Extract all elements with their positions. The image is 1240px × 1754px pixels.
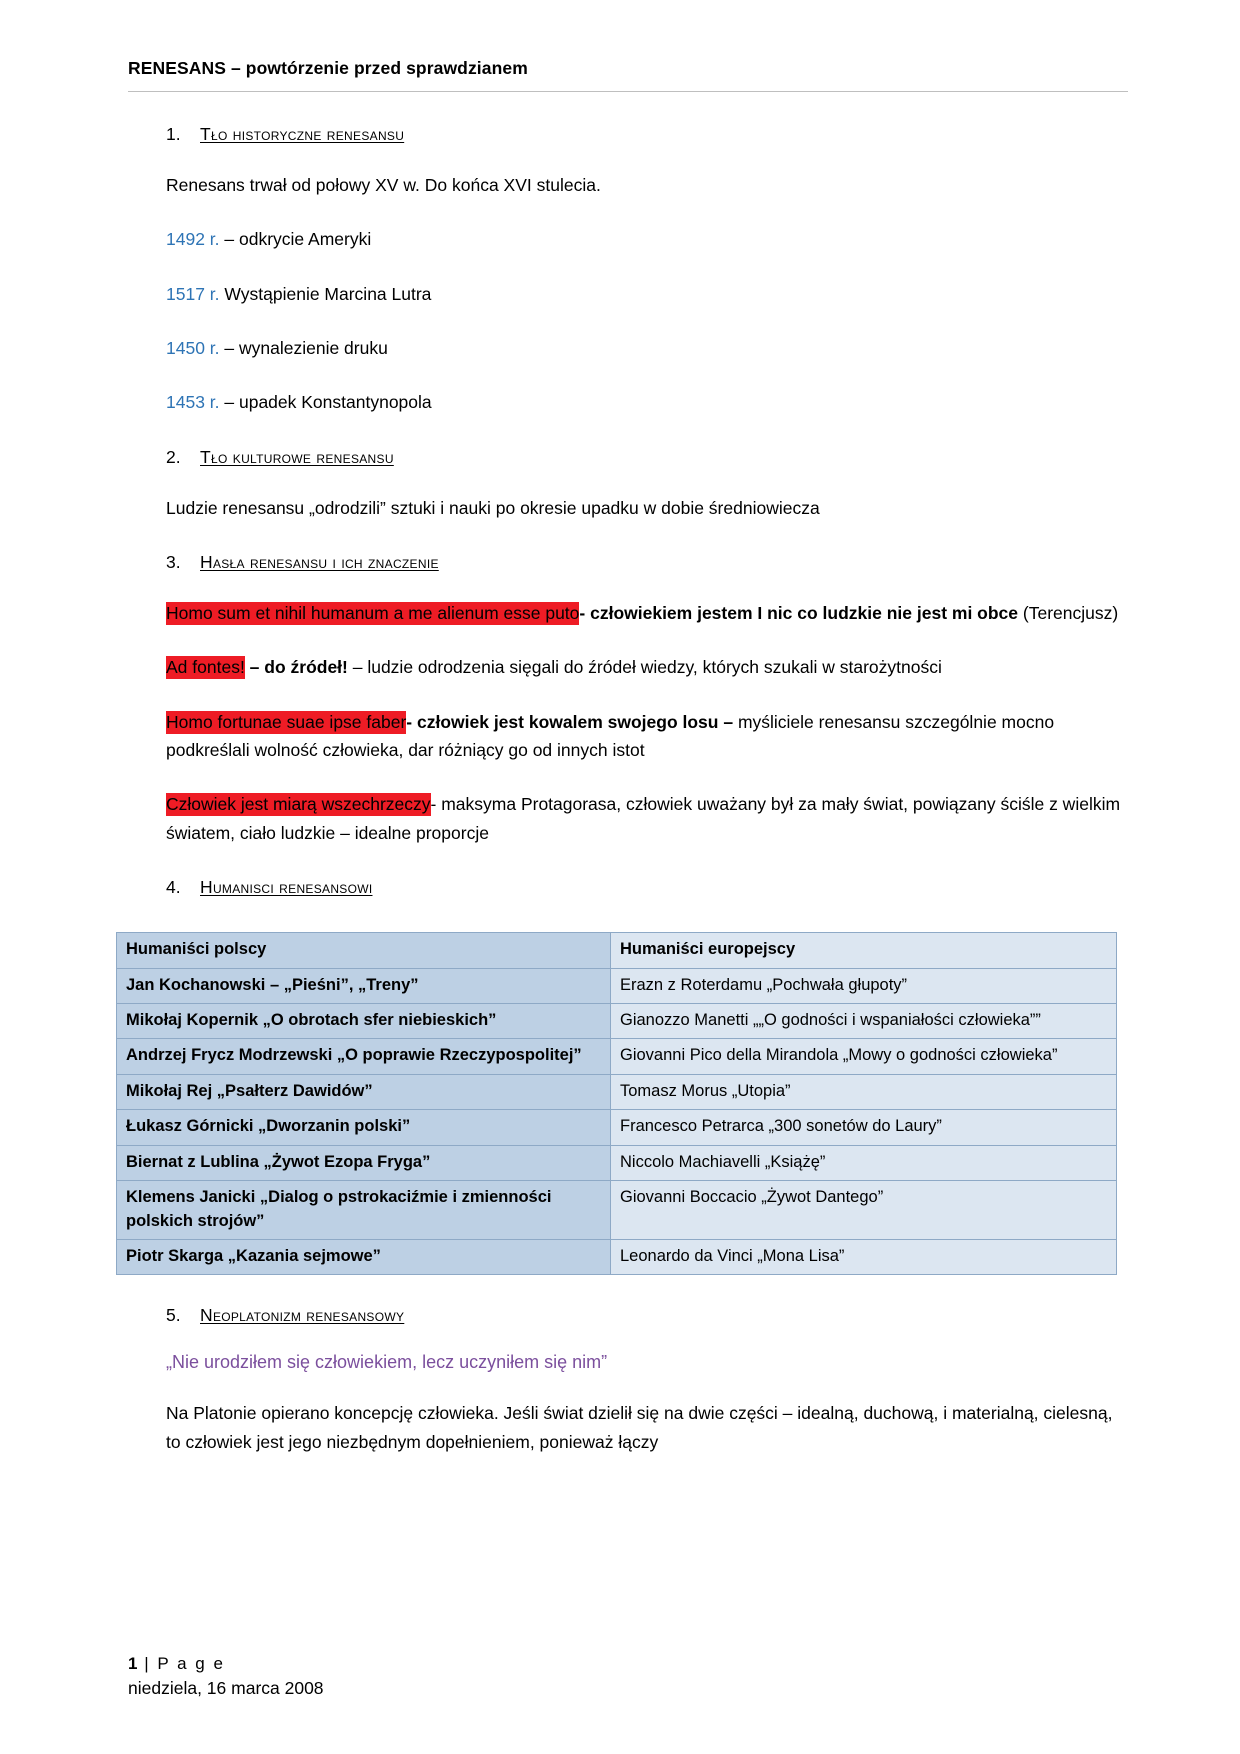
date-text-4: – upadek Konstantynopola	[219, 392, 432, 413]
humanists-table	[116, 932, 1117, 1275]
section-number-5: 5.	[166, 1305, 181, 1326]
document-header: RENESANS – powtórzenie przed sprawdzianem	[128, 58, 1128, 92]
date-item-3	[128, 334, 1128, 362]
section-title-5: Neoplatonizm renesansowy	[200, 1305, 405, 1326]
date-year-3: 1450 r.	[166, 338, 220, 359]
section-title-2: Tło kulturowe renesansu	[200, 446, 394, 467]
cultural-paragraph: Ludzie renesansu „odrodzili” sztuki i nauki po okresie upadku w dobie średniowiecza	[166, 497, 820, 518]
table-cell-european: Leonardo da Vinci „Mona Lisa”	[611, 1239, 1117, 1274]
table-header-european: Humaniści europejscy	[611, 933, 1117, 968]
date-text-3: – wynalezienie druku	[219, 338, 388, 359]
table-cell-polish: Andrzej Frycz Modrzewski „O poprawie Rzeczypospolitej”	[117, 1039, 611, 1074]
slogan-1	[128, 599, 1128, 627]
table-row	[117, 968, 1117, 1003]
table-cell-european: Giovanni Pico della Mirandola „Mowy o godności człowieka”	[611, 1039, 1117, 1074]
date-year-4: 1453 r.	[166, 392, 220, 413]
date-item-2	[128, 280, 1128, 308]
table-cell-polish: Jan Kochanowski – „Pieśni”, „Treny”	[117, 968, 611, 1003]
section-number-4: 4.	[166, 877, 181, 898]
table-cell-polish: Łukasz Górnicki „Dworzanin polski”	[117, 1110, 611, 1145]
table-cell-polish: Piotr Skarga „Kazania sejmowe”	[117, 1239, 611, 1274]
table-cell-european: Francesco Petrarca „300 sonetów do Laury”	[611, 1110, 1117, 1145]
humanists-table-wrap	[128, 932, 1128, 1275]
table-cell-european: Giovanni Boccacio „Żywot Dantego”	[611, 1181, 1117, 1240]
slogan-3	[128, 708, 1128, 765]
slogan-2	[128, 653, 1128, 681]
table-row	[117, 1239, 1117, 1274]
slogan-4-rest: - maksyma Protagorasa, człowiek uważany był za mały świat, powiązany ściśle z wielkim światem, ciało ludzkie – idealne proporcje	[166, 794, 1121, 843]
slogan-4-highlight: Człowiek jest miarą wszechrzeczy	[166, 794, 431, 815]
neoplatonism-quote: „Nie urodziłem się człowiekiem, lecz uczyniłem się nim”	[166, 1352, 608, 1373]
table-cell-european: Niccolo Machiavelli „Książę”	[611, 1145, 1117, 1180]
date-text-1: – odkrycie Ameryki	[219, 229, 372, 250]
table-row	[117, 1145, 1117, 1180]
date-year-1: 1492 r.	[166, 229, 220, 250]
table-header-row	[117, 933, 1117, 968]
table-cell-european: Tomasz Morus „Utopia”	[611, 1074, 1117, 1109]
slogan-2-bold: – do źródeł!	[244, 657, 348, 678]
table-cell-european: Gianozzo Manetti „„O godności i wspaniałości człowieka””	[611, 1003, 1117, 1038]
table-row	[117, 1181, 1117, 1240]
table-cell-polish: Mikołaj Rej „Psałterz Dawidów”	[117, 1074, 611, 1109]
page-label: | P a g e	[144, 1654, 225, 1673]
slogan-1-highlight: Homo sum et nihil humanum a me alienum esse puto	[166, 603, 580, 624]
table-row	[117, 1039, 1117, 1074]
section-number-2: 2.	[166, 446, 181, 467]
date-item-4	[128, 388, 1128, 416]
table-row	[117, 1110, 1117, 1145]
page-number-line	[128, 1654, 1128, 1674]
table-header-polish: Humaniści polscy	[117, 933, 611, 968]
section-heading-1	[128, 124, 1128, 145]
slogan-4	[128, 790, 1128, 847]
table-cell-polish: Mikołaj Kopernik „O obrotach sfer niebieskich”	[117, 1003, 611, 1038]
table-row	[117, 1074, 1117, 1109]
page-footer	[128, 1654, 1128, 1699]
date-text-2: Wystąpienie Marcina Lutra	[219, 283, 432, 304]
section-heading-3	[128, 552, 1128, 573]
slogan-3-rest: myśliciele renesansu szczególnie mocno podkreślali wolność człowieka, dar różniący go od innych istot	[166, 711, 1055, 761]
slogan-1-bold: - człowiekiem jestem I nic co ludzkie nie jest mi obce	[579, 603, 1019, 624]
neoplatonism-paragraph: Na Platonie opierano koncepcję człowieka. Jeśli świat dzielił się na dwie części – idealną, duchową, i materialną, cielesną, to człowiek jest jego niezbędnym dopełnieniem, ponieważ łączy	[166, 1403, 1113, 1452]
slogan-2-rest: – ludzie odrodzenia sięgali do źródeł wiedzy, których szukali w starożytności	[347, 657, 942, 678]
table-row	[117, 1003, 1117, 1038]
intro-paragraph: Renesans trwał od połowy XV w. Do końca XVI stulecia.	[166, 175, 601, 195]
slogan-3-bold: - człowiek jest kowalem swojego losu –	[406, 711, 734, 732]
section-heading-5	[128, 1305, 1128, 1326]
table-cell-polish: Biernat z Lublina „Żywot Ezopa Fryga”	[117, 1145, 611, 1180]
footer-date: niedziela, 16 marca 2008	[128, 1678, 324, 1698]
page-number: 1	[128, 1654, 138, 1673]
section-heading-4	[128, 877, 1128, 898]
slogan-3-highlight: Homo fortunae suae ipse faber	[166, 711, 407, 732]
table-cell-european: Erazn z Roterdamu „Pochwała głupoty”	[611, 968, 1117, 1003]
slogan-1-rest: (Terencjusz)	[1018, 603, 1119, 624]
date-item-1	[128, 225, 1128, 253]
section-title-1: Tło historyczne renesansu	[200, 124, 405, 144]
table-cell-polish: Klemens Janicki „Dialog o pstrokaciźmie i zmienności polskich strojów”	[117, 1181, 611, 1240]
slogan-2-highlight: Ad fontes!	[166, 657, 245, 678]
section-title-4: Humanisci renesansowi	[200, 877, 373, 898]
date-year-2: 1517 r.	[166, 283, 220, 304]
section-number-1: 1.	[166, 124, 181, 144]
section-number-3: 3.	[166, 552, 181, 573]
section-title-3: Hasła renesansu i ich znaczenie	[200, 552, 439, 573]
section-heading-2	[128, 447, 1128, 468]
